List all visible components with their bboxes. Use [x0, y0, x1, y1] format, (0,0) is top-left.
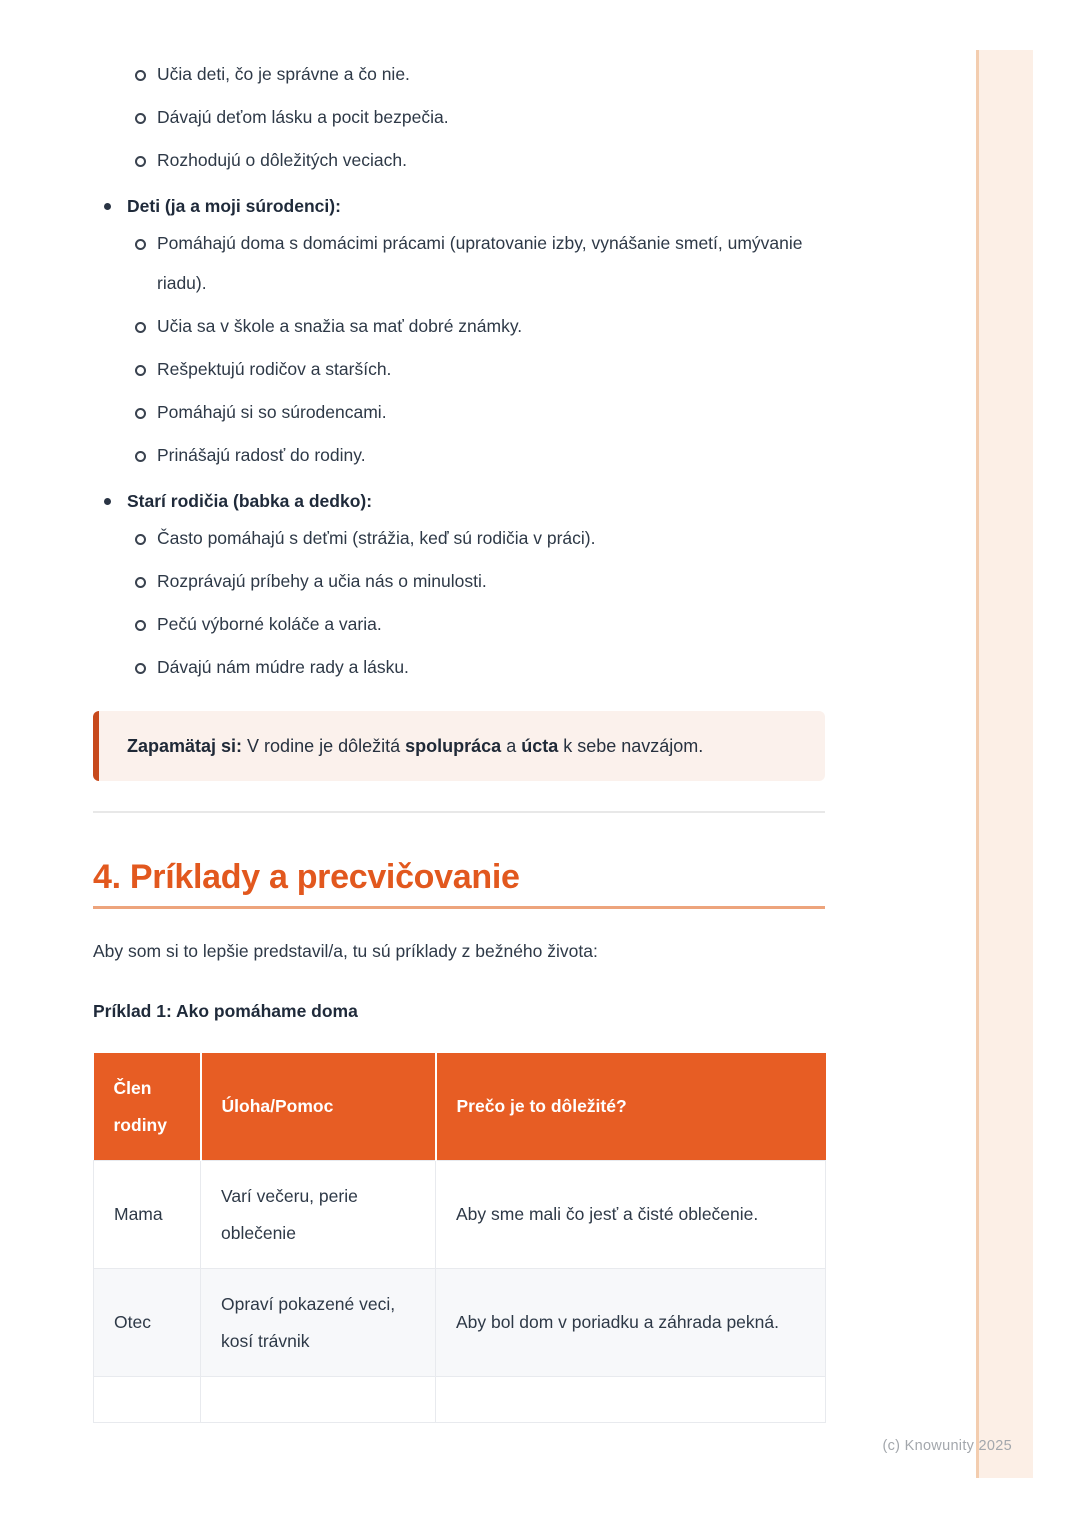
list-item-text: Pečú výborné koláče a varia.	[157, 614, 382, 634]
callout-bold-spolupraca: spolupráca	[405, 736, 502, 756]
hollow-bullet-icon	[135, 620, 146, 631]
list-item	[135, 140, 825, 180]
callout-zapamataj-si	[93, 711, 825, 781]
list-item-text: Dávajú nám múdre rady a lásku.	[157, 657, 409, 677]
list-item-text: Rozhodujú o dôležitých veciach.	[157, 150, 408, 170]
hollow-bullet-icon	[135, 451, 146, 462]
list-item-text: Pomáhajú si so súrodencami.	[157, 402, 387, 422]
bullet-group-label	[93, 192, 825, 220]
table-header-cell: Úloha/Pomoc	[201, 1053, 436, 1161]
callout-bold-lead: Zapamätaj si:	[127, 736, 243, 756]
callout-text-segment: k sebe navzájom.	[558, 736, 704, 756]
table-row	[94, 1269, 826, 1377]
table-cell	[94, 1377, 201, 1423]
list-item	[135, 349, 825, 389]
bullet-icon	[104, 498, 111, 505]
section-heading: 4. Príklady a precvičovanie	[93, 858, 520, 896]
group-label-text: Starí rodičia (babka a dedko):	[127, 491, 373, 511]
list-item	[135, 604, 825, 644]
list-item-text: Rešpektujú rodičov a starších.	[157, 359, 392, 379]
section-intro-paragraph: Aby som si to lepšie predstavil/a, tu sú príklady z bežného života:	[93, 940, 598, 961]
list-item-text: Učia deti, čo je správne a čo nie.	[157, 64, 410, 84]
table-cell: Mama	[94, 1161, 201, 1269]
table-header-cell: Prečo je to dôležité?	[436, 1053, 826, 1161]
hollow-bullet-icon	[135, 156, 146, 167]
heading-underline	[93, 906, 825, 909]
table-cell: Opraví pokazené veci, kosí trávnik	[201, 1269, 436, 1377]
hollow-bullet-icon	[135, 408, 146, 419]
table-cell: Aby sme mali čo jesť a čisté oblečenie.	[436, 1161, 826, 1269]
list-item-text: Rozprávajú príbehy a učia nás o minulosti.	[157, 571, 487, 591]
hollow-bullet-icon	[135, 322, 146, 333]
list-item	[135, 306, 825, 346]
list-item-text: Prinášajú radosť do rodiny.	[157, 445, 366, 465]
hollow-bullet-icon	[135, 365, 146, 376]
callout-text-segment: V rodine je dôležitá	[242, 736, 406, 756]
bullet-group-deti	[93, 192, 825, 475]
hollow-bullet-icon	[135, 113, 146, 124]
section-divider	[93, 811, 825, 813]
table-cell	[436, 1377, 826, 1423]
list-item-text: Učia sa v škole a snažia sa mať dobré známky.	[157, 316, 523, 336]
list-item	[135, 392, 825, 432]
list-item	[135, 223, 825, 303]
list-item	[135, 97, 825, 137]
bullet-group-stari-rodicia	[93, 487, 825, 687]
watermark: (c) Knowunity 2025	[882, 1438, 1012, 1454]
list-item-text: Často pomáhajú s deťmi (strážia, keď sú rodičia v práci).	[157, 528, 596, 548]
bullet-group-label	[93, 487, 825, 515]
table-cell: Aby bol dom v poriadku a záhrada pekná.	[436, 1269, 826, 1377]
list-item	[135, 435, 825, 475]
intro-sublist	[93, 54, 825, 180]
list-item-text: Pomáhajú doma s domácimi prácami (upratovanie izby, vynášanie smetí, umývanie riadu).	[157, 233, 803, 293]
table-header-cell: Člen rodiny	[94, 1053, 201, 1161]
callout-text	[127, 723, 797, 769]
bullet-group-sublist	[93, 223, 825, 475]
hollow-bullet-icon	[135, 70, 146, 81]
list-item-text: Dávajú deťom lásku a pocit bezpečia.	[157, 107, 449, 127]
callout-bold-ucta: úcta	[521, 736, 559, 756]
bullet-group-sublist	[93, 518, 825, 687]
list-item	[135, 561, 825, 601]
table-cell: Otec	[94, 1269, 201, 1377]
table-row	[94, 1161, 826, 1269]
table-cell	[201, 1377, 436, 1423]
hollow-bullet-icon	[135, 577, 146, 588]
callout-text-segment: a	[501, 736, 522, 756]
table-cell: Varí večeru, perie oblečenie	[201, 1161, 436, 1269]
hollow-bullet-icon	[135, 663, 146, 674]
example-title: Príklad 1: Ako pomáhame doma	[93, 1000, 358, 1021]
list-item	[135, 647, 825, 687]
list-item	[135, 54, 825, 94]
group-label-text: Deti (ja a moji súrodenci):	[127, 196, 341, 216]
page-edge-stripe	[976, 50, 1033, 1478]
bullet-icon	[104, 203, 111, 210]
hollow-bullet-icon	[135, 239, 146, 250]
table-header-row	[94, 1053, 826, 1161]
list-item	[135, 518, 825, 558]
table-row-partial	[94, 1377, 826, 1423]
hollow-bullet-icon	[135, 534, 146, 545]
example-table	[93, 1053, 826, 1424]
page-content	[93, 54, 825, 1423]
